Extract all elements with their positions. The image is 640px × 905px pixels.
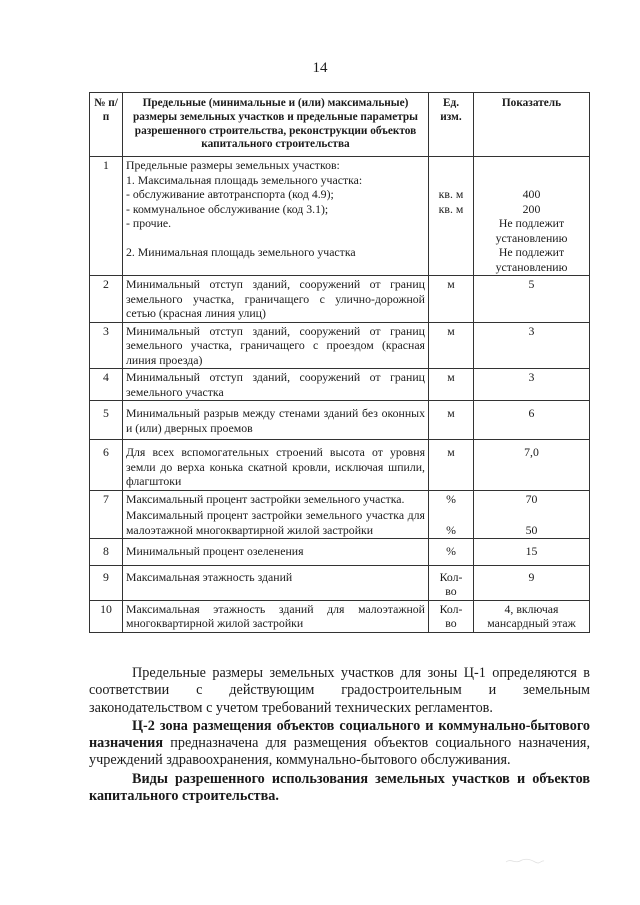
row-num: 1 <box>90 157 123 276</box>
row-unit <box>429 157 474 276</box>
row-value: 4, включая мансардный этаж <box>474 600 590 632</box>
faint-signature-mark <box>505 857 545 865</box>
row-value: 7,0 <box>474 440 590 491</box>
zone-c2-description: предназначена для размещения объектов социального назначения, учреждений здравоохранения, коммунально-бытового обслуживания. <box>89 735 590 769</box>
parameters-table <box>89 92 590 633</box>
row-desc: Минимальный разрыв между стенами зданий без оконных и (или) дверных проемов <box>123 401 429 440</box>
table-row <box>90 369 590 401</box>
header-unit: Ед. изм. <box>429 93 474 157</box>
row-num: 10 <box>90 600 123 632</box>
row-unit <box>429 490 474 539</box>
row-desc: Максимальная этажность зданий для малоэтажной многоквартирной жилой застройки <box>123 600 429 632</box>
row-num: 7 <box>90 490 123 539</box>
row-value: 15 <box>474 539 590 566</box>
row-desc: Для всех вспомогательных строений высота от уровня земли до верха конька скатной кровли, исключая шпили, флагштоки <box>123 440 429 491</box>
row-desc: Минимальный отступ зданий, сооружений от границ земельного участка <box>123 369 429 401</box>
row-num: 6 <box>90 440 123 491</box>
row-num: 5 <box>90 401 123 440</box>
header-value: Показатель <box>474 93 590 157</box>
value-part: 50 <box>525 522 538 537</box>
header-desc: Предельные (минимальные и (или) максимальные) размеры земельных участков и предельные параметры разрешенного строительства, реконструкции объектов капитального строительства <box>123 93 429 157</box>
row-value: 3 <box>474 369 590 401</box>
table-row <box>90 322 590 369</box>
table-header-row <box>90 93 590 157</box>
unit-part: % <box>446 491 456 506</box>
value-line: Не подлежит установлению <box>495 245 568 274</box>
row-unit: м <box>429 401 474 440</box>
row-unit: % <box>429 539 474 566</box>
row-value: 3 <box>474 322 590 369</box>
paragraph-permitted-uses: Виды разрешенного использования земельных участков и объектов капитального строительства. <box>89 770 590 805</box>
row-unit: м <box>429 322 474 369</box>
desc-line: 2. Минимальная площадь земельного участка <box>126 245 356 260</box>
value-line: 200 <box>522 201 541 216</box>
row-desc: Минимальный отступ зданий, сооружений от границ земельного участка, граничащего с улично-дорожной сетью (красная линия улиц) <box>123 276 429 323</box>
zone-c2-title: Ц-2 зона размещения объектов социального и коммунально-бытового назначения <box>89 717 590 752</box>
row-desc: Минимальный отступ зданий, сооружений от границ земельного участка, граничащего с проездом (красная линия проезда) <box>123 322 429 369</box>
table-row <box>90 539 590 566</box>
row-value: 9 <box>474 565 590 600</box>
row-unit: м <box>429 369 474 401</box>
row-desc: Минимальный процент озеленения <box>123 539 429 566</box>
row-num: 4 <box>90 369 123 401</box>
desc-line: - прочие. <box>126 216 172 231</box>
table-row <box>90 440 590 491</box>
row-unit: м <box>429 440 474 491</box>
row-value: 6 <box>474 401 590 440</box>
unit-line: кв. м <box>438 201 464 216</box>
value-line: Не подлежит установлению <box>495 216 568 245</box>
table-row <box>90 157 590 276</box>
desc-line: Предельные размеры земельных участков: <box>126 158 340 173</box>
row-value: 5 <box>474 276 590 323</box>
body-text <box>89 665 590 805</box>
desc-line: - обслуживание автотранспорта (код 4.9); <box>126 187 334 202</box>
header-num: № п/п <box>90 93 123 157</box>
row-desc: Максимальная этажность зданий <box>123 565 429 600</box>
table-row <box>90 401 590 440</box>
table-row <box>90 565 590 600</box>
desc-part: Максимальный процент застройки земельного участка. <box>126 491 405 506</box>
row-num: 9 <box>90 565 123 600</box>
row-unit: м <box>429 276 474 323</box>
row-num: 2 <box>90 276 123 323</box>
desc-part: Максимальный процент застройки земельного участка для малоэтажной многоквартирной жилой застройки <box>126 508 425 537</box>
table-row <box>90 490 590 539</box>
value-line: 400 <box>522 187 541 202</box>
row-unit: Кол-во <box>429 600 474 632</box>
row-value <box>474 490 590 539</box>
page-number: 14 <box>312 60 328 76</box>
table-row <box>90 276 590 323</box>
unit-line: кв. м <box>438 187 464 202</box>
unit-part: % <box>446 522 456 537</box>
value-part: 70 <box>525 491 538 506</box>
row-value <box>474 157 590 276</box>
desc-line: 1. Максимальная площадь земельного участка: <box>126 172 363 187</box>
row-unit: Кол-во <box>429 565 474 600</box>
paragraph-zone-c2 <box>89 718 590 770</box>
row-desc <box>123 490 429 539</box>
table-row <box>90 600 590 632</box>
row-desc <box>123 157 429 276</box>
desc-line: - коммунальное обслуживание (код 3.1); <box>126 201 329 216</box>
row-num: 3 <box>90 322 123 369</box>
paragraph-zone-c1: Предельные размеры земельных участков для зоны Ц-1 определяются в соответствии с действующим градостроительным и земельным законодательством с учетом требований технических регламентов. <box>89 665 590 716</box>
row-num: 8 <box>90 539 123 566</box>
